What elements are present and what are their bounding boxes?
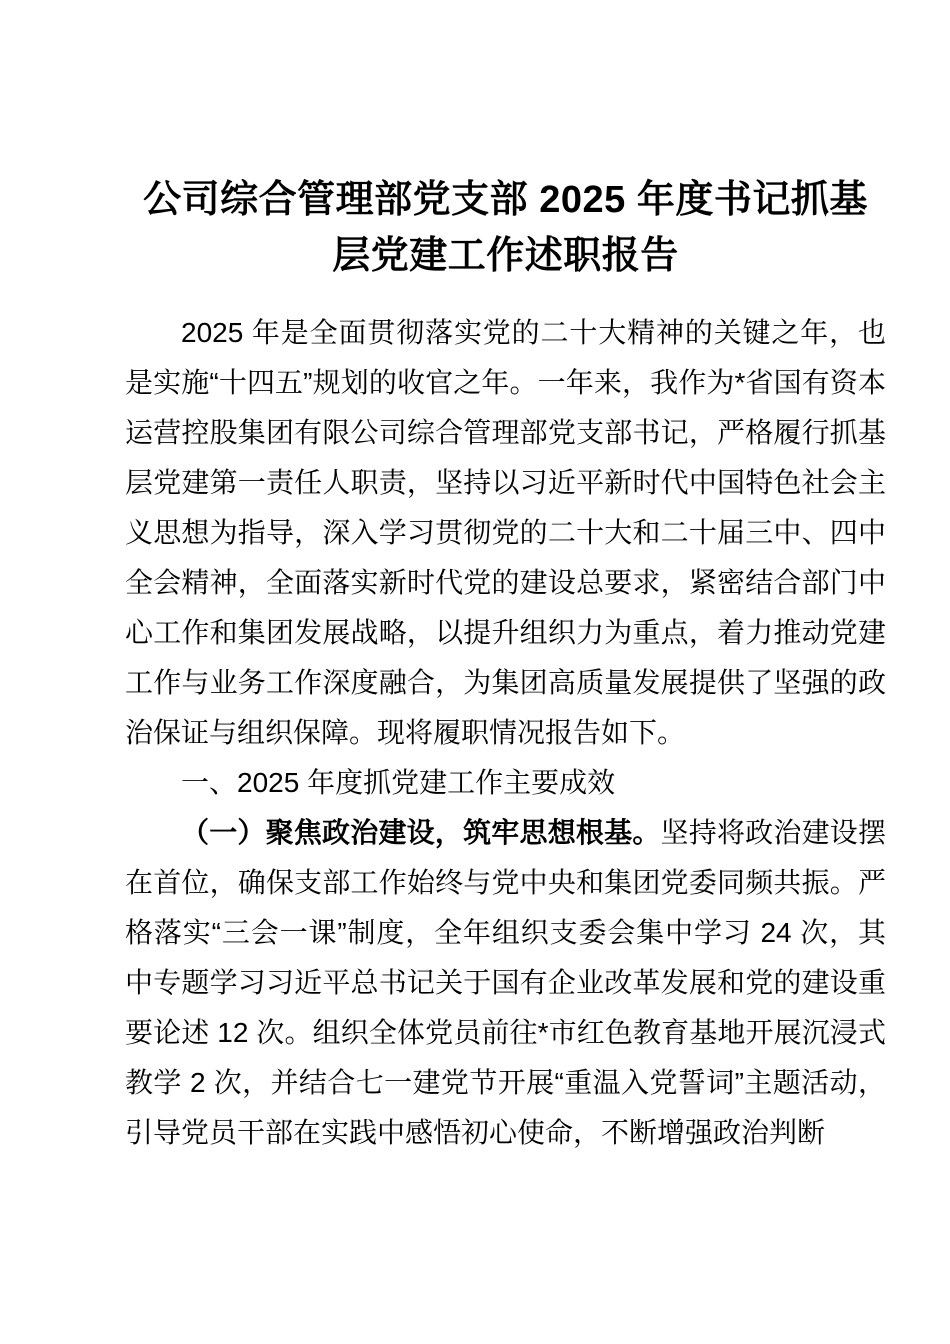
section1-paragraph-1-text: 坚持将政治建设摆在首位，确保支部工作始终与党中央和集团党委同频共振。严格落实“三会一课”制度，全年组织支委会集中学习 24 次，其中专题学习习近平总书记关于国有企业改革发展和党的建设重要论述 12 次。组织全体党员前往*市红色教育基地开展沉浸式教学 2 次，并结合七一建党节开展“重温入党誓词”主题活动，引导党员干部在实践中感悟初心使命，不断增强政治判断: [125, 817, 886, 1148]
section1-paragraph-1: [125, 808, 886, 1158]
section-heading-1: 一、2025 年度抓党建工作主要成效: [181, 767, 616, 798]
section1-paragraph-1-bold-lead: （一）聚焦政治建设，筑牢思想根基。: [181, 817, 661, 848]
intro-paragraph: 2025 年是全面贯彻落实党的二十大精神的关键之年，也是实施“十四五”规划的收官之年。一年来，我作为*省国有资本运营控股集团有限公司综合管理部党支部书记，严格履行抓基层党建第一责任人职责，坚持以习近平新时代中国特色社会主义思想为指导，深入学习贯彻党的二十大和二十届三中、四中全会精神，全面落实新时代党的建设总要求，紧密结合部门中心工作和集团发展战略，以提升组织力为重点，着力推动党建工作与业务工作深度融合，为集团高质量发展提供了坚强的政治保证与组织保障。现将履职情况报告如下。: [125, 317, 886, 748]
document-body: [125, 308, 886, 1158]
document-title: 公司综合管理部党支部 2025 年度书记抓基层党建工作述职报告: [143, 179, 868, 277]
